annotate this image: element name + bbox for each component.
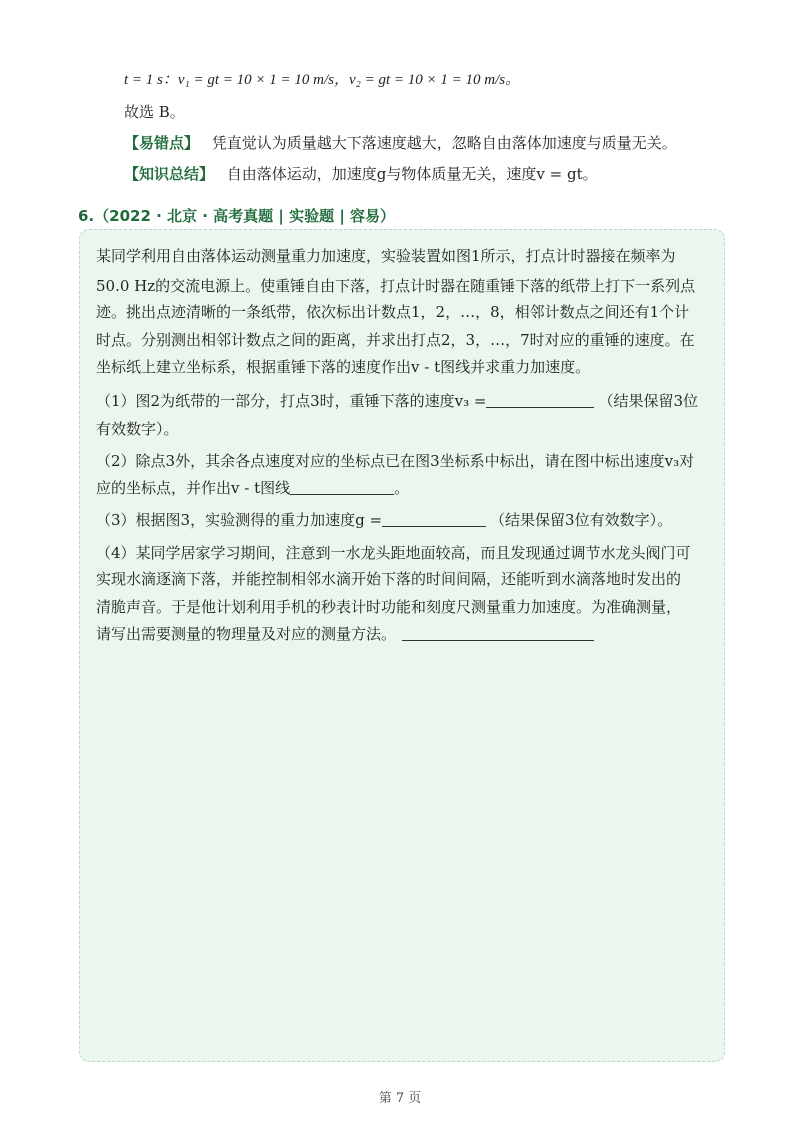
question-box — [79, 229, 725, 1062]
stem-line-4: 时点。分别测出相邻计数点之间的距离，并求出打点2，3，…，7时对应的重锤的速度。在 — [96, 331, 695, 349]
part-3-line — [96, 509, 672, 531]
part-3-answer-blank[interactable] — [382, 511, 486, 527]
part-2-line-1: （2）除点3外，其余各点速度对应的坐标点已在图3坐标系中标出，请在图中标出速度v₃对 — [96, 452, 695, 470]
part-2-end: 。 — [394, 479, 410, 497]
part-2-answer-blank[interactable] — [290, 479, 394, 495]
part-3-note: （结果保留3位有效数字）。 — [490, 511, 673, 529]
part-4-line-3: 清脆声音。于是他计划利用手机的秒表计时功能和刻度尺测量重力加速度。为准确测量， — [96, 598, 682, 616]
page-number: 第 7 页 — [378, 1091, 422, 1106]
part-1-note: （结果保留3位 — [598, 392, 699, 410]
part-2-prompt: 应的坐标点，并作出v - t图线 — [96, 479, 291, 497]
previous-answer-choice: 故选 B。 — [124, 103, 185, 121]
previous-calculation-line: t = 1 s：v₁ = gt = 10 × 1 = 10 m/s，v₂ = gt = 10 × 1 = 10 m/s。 — [124, 72, 521, 88]
knowledge-summary — [124, 163, 598, 185]
question-header: 6.（2022 · 北京 · 高考真题 | 实验题 | 容易） — [78, 207, 396, 225]
part-3-prompt: （3）根据图3，实验测得的重力加速度g = — [96, 511, 383, 529]
stem-line-5: 坐标纸上建立坐标系，根据重锤下落的速度作出v - t图线并求重力加速度。 — [96, 358, 591, 376]
part-1-line-1 — [96, 390, 698, 412]
summary-tag: 【知识总结】 — [124, 165, 215, 183]
part-4-line-1: （4）某同学居家学习期间，注意到一水龙头距地面较高，而且发现通过调节水龙头阀门可 — [96, 544, 691, 562]
stem-line-1: 某同学利用自由落体运动测量重力加速度，实验装置如图1所示，打点计时器接在频率为 — [96, 247, 676, 265]
summary-text: 自由落体运动，加速度g与物体质量无关，速度v = gt。 — [226, 165, 598, 183]
mistake-text: 凭直觉认为质量越大下落速度越大，忽略自由落体加速度与质量无关。 — [211, 134, 677, 152]
part-1-answer-blank[interactable] — [486, 392, 594, 408]
mistake-tag: 【易错点】 — [124, 134, 200, 152]
mistake-point — [124, 132, 677, 154]
stem-line-3: 迹。挑出点迹清晰的一条纸带，依次标出计数点1，2，…，8，相邻计数点之间还有1个计 — [96, 303, 690, 321]
stem-line-2: 50.0 Hz的交流电源上。使重锤自由下落，打点计时器在随重锤下落的纸带上打下一系列点 — [96, 277, 696, 295]
part-4-prompt: 请写出需要测量的物理量及对应的测量方法。 — [96, 625, 397, 643]
part-1-line-2: 有效数字）。 — [96, 420, 179, 438]
part-4-line-2: 实现水滴逐滴下落，并能控制相邻水滴开始下落的时间间隔，还能听到水滴落地时发出的 — [96, 570, 682, 588]
part-1-prompt: （1）图2为纸带的一部分，打点3时，重锤下落的速度v₃ = — [96, 392, 487, 410]
part-4-answer-blank[interactable] — [402, 625, 594, 641]
part-2-line-2 — [96, 477, 409, 499]
part-4-line-4 — [96, 623, 594, 645]
